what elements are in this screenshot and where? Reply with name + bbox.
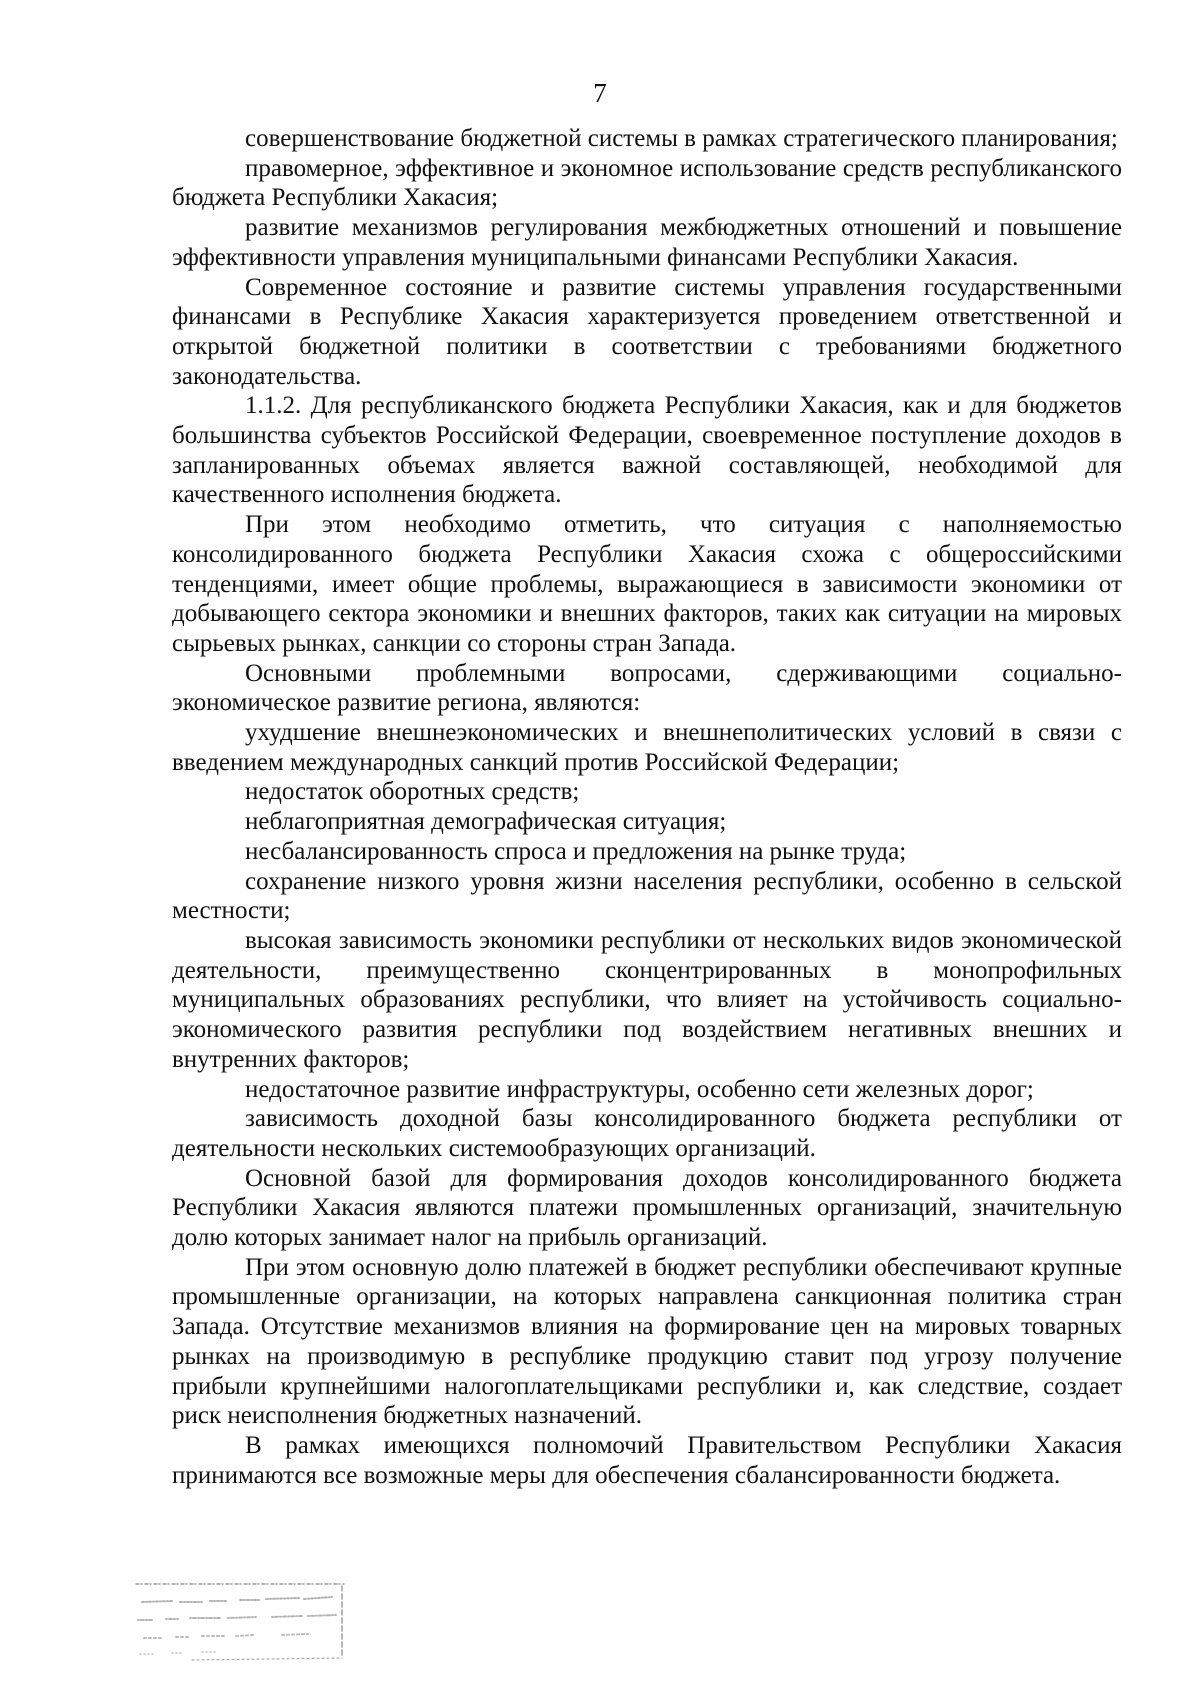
paragraph: Основными проблемными вопросами, сдерживающими социально-экономическое развитие региона, являются: [172, 659, 1122, 717]
paragraph: зависимость доходной базы консолидированного бюджета республики от деятельности нескольких системообразующих организаций. [172, 1105, 1122, 1162]
paragraph: развитие механизмов регулирования межбюджетных отношений и повышение эффективности управления муниципальными финансами Республики Хакасия. [172, 214, 1122, 271]
paragraph: сохранение низкого уровня жизни населения республики, особенно в сельской местности; [172, 867, 1122, 925]
paragraph: ухудшение внешнеэкономических и внешнеполитических условий в связи с введением международных санкций против Российской Федерации; [172, 719, 1122, 776]
paragraph: Основной базой для формирования доходов консолидированного бюджета Республики Хакасия являются платежи промышленных организаций, значительную долю которых занимает налог на прибыль организаций. [172, 1164, 1122, 1252]
paragraph: недостаточное развитие инфраструктуры, особенно сети железных дорог; [245, 1075, 1034, 1103]
document-body [172, 124, 1122, 1490]
paragraph: высокая зависимость экономики республики от нескольких видов экономической деятельности, преимущественно сконцентрированных в монопрофильных муниципальных образованиях республики, что влияет на устойчивость социально-экономического развития республики под воздействием негативных внешних и внутренних факторов; [172, 926, 1122, 1073]
paragraph: правомерное, эффективное и экономное использование средств республиканского бюджета Республики Хакасия; [172, 154, 1122, 212]
paragraph: При этом основную долю платежей в бюджет республики обеспечивают крупные промышленные организации, на которых направлена санкционная политика стран Запада. Отсутствие механизмов влияния на формирование цен на мировых товарных рынках на производимую в республике продукцию ставит под угрозу получение прибыли крупнейшими налогоплательщиками республики и, как следствие, создает риск неисполнения бюджетных назначений. [172, 1253, 1122, 1430]
paragraph: несбалансированность спроса и предложения на рынке труда; [245, 837, 907, 865]
page-number: 7 [593, 78, 607, 108]
paragraph: неблагоприятная демографическая ситуация; [245, 808, 727, 836]
paragraph: При этом необходимо отметить, что ситуация с наполняемостью консолидированного бюджета Республики Хакасия схожа с общероссийскими тенденциями, имеет общие проблемы, выражающиеся в зависимости экономики от добывающего сектора экономики и внешних факторов, таких как ситуации на мировых сырьевых рынках, санкции со стороны стран Запада. [172, 511, 1122, 657]
paragraph: недостаток оборотных средств; [245, 778, 580, 806]
paragraph: В рамках имеющихся полномочий Правительством Республики Хакасия принимаются все возможные меры для обеспечения сбалансированности бюджета. [172, 1431, 1122, 1489]
paragraph: Современное состояние и развитие системы управления государственными финансами в Республике Хакасия характеризуется проведением ответственной и открытой бюджетной политики в соответствии с требованиями бюджетного законодательства. [172, 273, 1122, 390]
paragraph: 1.1.2. Для республиканского бюджета Республики Хакасия, как и для бюджетов большинства субъектов Российской Федерации, своевременное поступление доходов в запланированных объемах является важной составляющей, необходимой для качественного исполнения бюджета. [172, 392, 1122, 509]
faded-stamp [132, 1578, 348, 1662]
paragraph: совершенствование бюджетной системы в рамках стратегического планирования; [245, 125, 1118, 152]
